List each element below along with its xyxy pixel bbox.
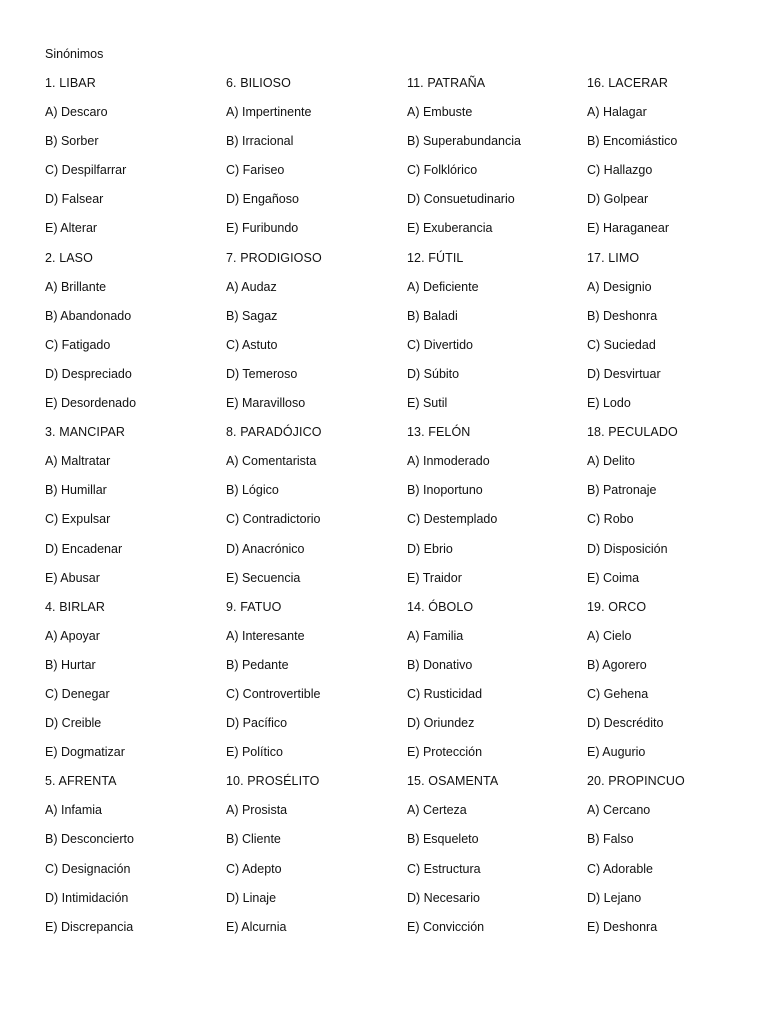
answer-option: A) Brillante [45, 279, 107, 294]
answer-option: A) Comentarista [226, 454, 317, 469]
answer-option: C) Suciedad [587, 337, 656, 352]
answer-option: C) Fatigado [45, 337, 111, 352]
answer-option: B) Baladi [407, 308, 458, 323]
answer-option: D) Consuetudinario [407, 192, 515, 207]
answer-option: E) Abusar [45, 570, 100, 585]
answer-option: D) Creible [45, 716, 102, 731]
answer-option: C) Folklórico [407, 163, 478, 178]
answer-option: E) Sutil [407, 396, 448, 411]
answer-option: A) Audaz [226, 279, 277, 294]
answer-option: C) Contradictorio [226, 512, 321, 527]
answer-option: D) Golpear [587, 192, 649, 207]
answer-option: B) Superabundancia [407, 134, 521, 149]
answer-option: A) Cielo [587, 628, 632, 643]
answer-option: B) Irracional [226, 134, 294, 149]
question-title: 8. PARADÓJICO [226, 425, 322, 440]
question-block [45, 773, 221, 948]
answer-option: A) Certeza [407, 803, 467, 818]
answer-option: E) Augurio [587, 745, 646, 760]
answer-option: D) Disposición [587, 541, 668, 556]
answer-option: A) Maltratar [45, 454, 111, 469]
answer-option: B) Sagaz [226, 308, 278, 323]
answer-option: B) Inoportuno [407, 483, 483, 498]
answer-option: D) Despreciado [45, 366, 132, 381]
question-title: 6. BILIOSO [226, 76, 291, 90]
answer-option: C) Designación [45, 861, 131, 876]
answer-option: C) Estructura [407, 861, 481, 876]
answer-option: B) Desconcierto [45, 832, 134, 847]
answer-option: E) Político [226, 745, 283, 760]
answer-option: E) Furibundo [226, 221, 299, 236]
answer-option: E) Protección [407, 745, 483, 760]
answer-option: D) Encadenar [45, 541, 123, 556]
answer-option: C) Despilfarrar [45, 163, 127, 178]
question-column [226, 75, 402, 948]
question-block [407, 424, 583, 599]
answer-option: A) Embuste [407, 105, 473, 120]
question-block [45, 424, 221, 599]
question-block [226, 424, 402, 599]
answer-option: E) Deshonra [587, 919, 658, 934]
question-column [587, 75, 763, 948]
question-title: 9. FATUO [226, 599, 282, 614]
question-title: 4. BIRLAR [45, 599, 105, 614]
answer-option: A) Descaro [45, 105, 108, 120]
answer-option: E) Maravilloso [226, 396, 306, 411]
question-block [45, 599, 221, 774]
answer-option: A) Inmoderado [407, 454, 490, 469]
answer-option: B) Falso [587, 832, 634, 847]
question-block [587, 250, 763, 425]
question-title: 15. OSAMENTA [407, 774, 499, 789]
question-block [45, 250, 221, 425]
answer-option: A) Apoyar [45, 628, 100, 643]
answer-option: E) Discrepancia [45, 919, 134, 934]
question-title: 19. ORCO [587, 599, 647, 614]
answer-option: C) Hallazgo [587, 163, 653, 178]
answer-option: A) Prosista [226, 803, 288, 818]
question-block [226, 75, 402, 250]
answer-option: D) Temeroso [226, 366, 298, 381]
answer-option: E) Secuencia [226, 570, 301, 585]
question-block [407, 75, 583, 250]
answer-option: D) Necesario [407, 890, 480, 905]
answer-option: D) Intimidación [45, 890, 129, 905]
answer-option: A) Halagar [587, 105, 647, 120]
answer-option: C) Destemplado [407, 512, 498, 527]
answer-option: D) Súbito [407, 366, 460, 381]
answer-option: E) Alcurnia [226, 919, 287, 934]
question-block [226, 250, 402, 425]
answer-option: D) Falsear [45, 192, 104, 207]
question-block [587, 773, 763, 948]
answer-option: E) Exuberancia [407, 221, 493, 236]
page-title: Sinónimos [45, 47, 104, 61]
answer-option: A) Designio [587, 279, 652, 294]
question-block [587, 75, 763, 250]
answer-option: B) Humillar [45, 483, 107, 498]
question-title: 11. PATRAÑA [407, 76, 486, 90]
answer-option: E) Alterar [45, 221, 98, 236]
question-block [407, 599, 583, 774]
question-column [45, 75, 221, 948]
answer-option: E) Desordenado [45, 396, 137, 411]
question-title: 7. PRODIGIOSO [226, 250, 322, 265]
answer-option: A) Interesante [226, 628, 305, 643]
question-title: 20. PROPINCUO [587, 774, 685, 789]
question-block [407, 250, 583, 425]
answer-option: A) Deficiente [407, 279, 479, 294]
answer-option: B) Pedante [226, 657, 289, 672]
question-block [407, 773, 583, 948]
answer-option: A) Familia [407, 628, 464, 643]
question-title: 10. PROSÉLITO [226, 774, 320, 789]
answer-option: E) Coima [587, 570, 640, 585]
answer-option: C) Astuto [226, 337, 278, 352]
question-block [587, 599, 763, 774]
answer-option: D) Ebrio [407, 541, 453, 556]
question-block [226, 599, 402, 774]
answer-option: C) Divertido [407, 337, 473, 352]
answer-option: D) Desvirtuar [587, 366, 661, 381]
answer-option: A) Impertinente [226, 105, 312, 120]
answer-option: B) Encomiástico [587, 134, 678, 149]
answer-option: D) Linaje [226, 890, 277, 905]
answer-option: E) Traidor [407, 570, 462, 585]
answer-option: E) Convicción [407, 919, 485, 934]
answer-option: D) Pacífico [226, 716, 288, 731]
answer-option: D) Engañoso [226, 192, 299, 207]
question-title: 17. LIMO [587, 250, 640, 265]
answer-option: D) Lejano [587, 890, 642, 905]
answer-option: B) Lógico [226, 483, 279, 498]
answer-option: C) Controvertible [226, 686, 321, 701]
question-title: 3. MANCIPAR [45, 425, 126, 440]
question-title: 12. FÚTIL [407, 250, 464, 265]
question-block [45, 75, 221, 250]
answer-option: A) Cercano [587, 803, 651, 818]
question-block [587, 424, 763, 599]
answer-option: C) Fariseo [226, 163, 285, 178]
answer-option: C) Gehena [587, 686, 649, 701]
answer-option: D) Anacrónico [226, 541, 305, 556]
answer-option: C) Rusticidad [407, 686, 483, 701]
question-title: 18. PECULADO [587, 425, 678, 440]
answer-option: E) Lodo [587, 396, 631, 411]
question-title: 14. ÓBOLO [407, 599, 474, 614]
answer-option: A) Infamia [45, 803, 102, 818]
answer-option: A) Delito [587, 454, 635, 469]
question-title: 16. LACERAR [587, 76, 668, 90]
answer-option: B) Sorber [45, 134, 99, 149]
answer-option: E) Haraganear [587, 221, 669, 236]
question-block [226, 773, 402, 948]
answer-option: B) Agorero [587, 657, 647, 672]
question-title: 13. FELÓN [407, 425, 471, 440]
answer-option: D) Oriundez [407, 716, 475, 731]
answer-option: C) Robo [587, 512, 634, 527]
question-title: 1. LIBAR [45, 76, 96, 90]
question-title: 5. AFRENTA [45, 774, 117, 789]
question-title: 2. LASO [45, 250, 93, 265]
answer-option: C) Adorable [587, 861, 654, 876]
answer-option: B) Cliente [226, 832, 281, 847]
answer-option: C) Adepto [226, 861, 282, 876]
answer-option: B) Esqueleto [407, 832, 479, 847]
answer-option: B) Hurtar [45, 657, 96, 672]
answer-option: B) Abandonado [45, 308, 132, 323]
answer-option: E) Dogmatizar [45, 745, 125, 760]
answer-option: C) Denegar [45, 686, 110, 701]
answer-option: B) Patronaje [587, 483, 657, 498]
answer-option: D) Descrédito [587, 716, 664, 731]
question-column [407, 75, 583, 948]
answer-option: B) Deshonra [587, 308, 658, 323]
answer-option: B) Donativo [407, 657, 473, 672]
answer-option: C) Expulsar [45, 512, 111, 527]
